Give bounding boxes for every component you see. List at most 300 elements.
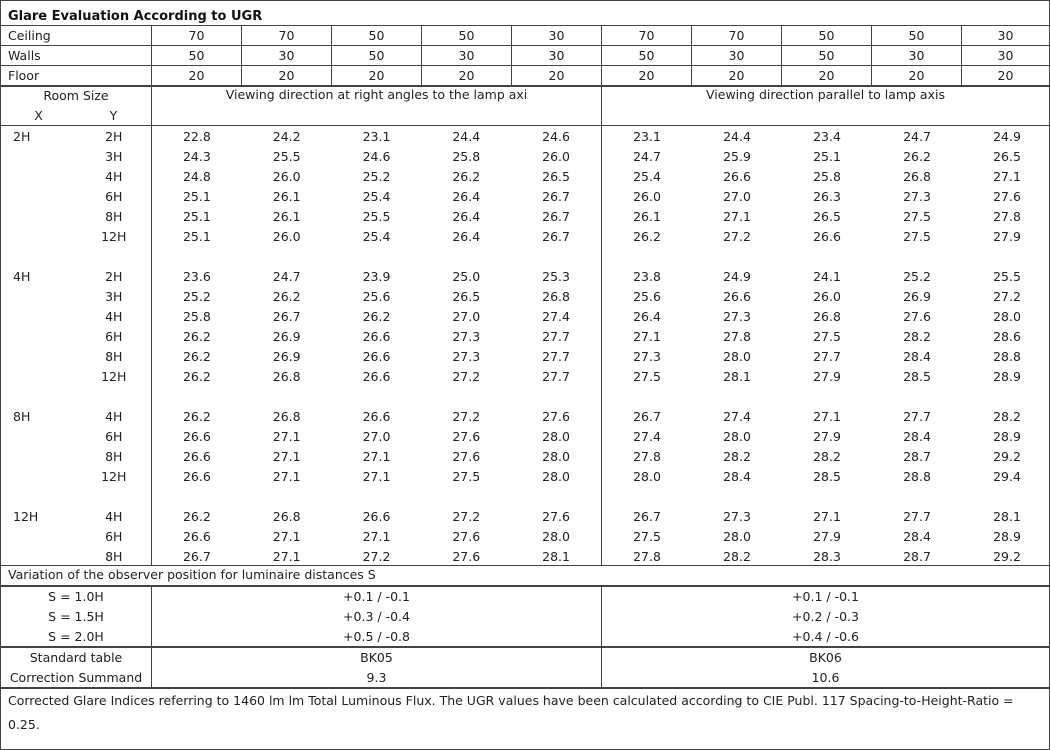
ugr-cell: 27.2 xyxy=(723,229,751,244)
ugr-cell: 26.4 xyxy=(452,229,481,244)
ceiling-value: 30 xyxy=(997,28,1014,43)
ugr-cell: 27.0 xyxy=(452,309,481,324)
ugr-cell: 26.6 xyxy=(723,289,751,304)
group-spacer xyxy=(152,388,601,408)
ugr-cell: 24.1 xyxy=(813,269,841,284)
ugr-cell: 25.8 xyxy=(452,149,481,164)
room-x xyxy=(1,328,77,348)
room-x xyxy=(1,548,77,568)
ugr-cell: 27.8 xyxy=(633,549,661,564)
ugr-cell: 28.0 xyxy=(542,449,570,464)
table-row xyxy=(152,468,601,488)
room-y: 2H xyxy=(105,129,123,144)
ugr-cell: 27.1 xyxy=(813,409,841,424)
ugr-cell: 28.4 xyxy=(903,529,931,544)
ugr-cell: 27.2 xyxy=(362,549,391,564)
variation-title: Variation of the observer position for luminaire distances S xyxy=(1,566,1049,587)
floor-label: Floor xyxy=(1,66,152,85)
ugr-cell: 26.6 xyxy=(182,469,211,484)
ugr-cell: 27.7 xyxy=(813,349,841,364)
ugr-cell: 25.9 xyxy=(723,149,751,164)
ugr-cell: 28.4 xyxy=(903,429,931,444)
standard-table-a: BK05 xyxy=(360,650,393,665)
ceiling-value: 30 xyxy=(512,26,602,45)
walls-value: 50 xyxy=(602,46,692,65)
ugr-cell: 27.3 xyxy=(903,189,931,204)
ugr-cell: 28.0 xyxy=(723,429,751,444)
ugr-cell: 26.6 xyxy=(362,369,391,384)
ugr-cell: 27.1 xyxy=(993,169,1021,184)
ugr-cell: 26.7 xyxy=(272,309,301,324)
ugr-cell: 26.7 xyxy=(542,209,570,224)
ugr-cell: 27.2 xyxy=(452,409,481,424)
room-y: 6H xyxy=(105,529,123,544)
ugr-cell: 28.0 xyxy=(723,349,751,364)
room-x xyxy=(1,308,77,328)
ceiling-value: 50 xyxy=(872,26,962,45)
table-row xyxy=(602,528,1050,548)
ugr-cell: 25.6 xyxy=(362,289,391,304)
room-x xyxy=(1,368,77,388)
room-x: 12H xyxy=(13,509,39,524)
table-row xyxy=(152,268,601,288)
ugr-cell: 27.4 xyxy=(633,429,661,444)
ugr-cell: 27.7 xyxy=(542,349,570,364)
group-spacer xyxy=(1,388,151,408)
standard-table-label: Standard table xyxy=(29,650,123,665)
ugr-cell: 23.4 xyxy=(813,129,841,144)
ugr-cell: 28.2 xyxy=(723,449,751,464)
variation-label: S = 1.0H xyxy=(48,589,104,604)
table-header xyxy=(1,87,1049,126)
walls-row xyxy=(1,46,1049,66)
ugr-cell: 26.8 xyxy=(272,509,301,524)
table-row xyxy=(152,548,601,568)
ugr-cell: 27.6 xyxy=(542,509,570,524)
room-x xyxy=(1,288,77,308)
ugr-cell: 24.7 xyxy=(903,129,931,144)
parallel-values xyxy=(602,126,1050,565)
ugr-cell: 26.8 xyxy=(813,309,841,324)
standard-block xyxy=(1,648,1049,689)
ugr-cell: 26.7 xyxy=(542,229,570,244)
ugr-cell: 23.9 xyxy=(362,269,391,284)
ugr-cell: 25.1 xyxy=(182,229,211,244)
room-x xyxy=(1,348,77,368)
room-y: 4H xyxy=(105,309,123,324)
standard-table-b: BK06 xyxy=(809,650,842,665)
room-y: 2H xyxy=(105,269,123,284)
room-x xyxy=(1,188,77,208)
ugr-cell: 27.3 xyxy=(452,329,481,344)
ugr-cell: 27.3 xyxy=(452,349,481,364)
walls-value: 50 xyxy=(332,46,422,65)
walls-value: 30 xyxy=(872,46,962,65)
ugr-cell: 28.1 xyxy=(723,369,751,384)
ugr-cell: 27.6 xyxy=(452,529,481,544)
ugr-cell: 28.9 xyxy=(993,369,1021,384)
room-y: 4H xyxy=(105,509,123,524)
table-row xyxy=(152,148,601,168)
ugr-cell: 26.7 xyxy=(542,189,570,204)
ugr-cell: 27.0 xyxy=(362,429,391,444)
table-row xyxy=(602,508,1050,528)
room-x xyxy=(1,448,77,468)
ugr-cell: 27.2 xyxy=(993,289,1021,304)
floor-value: 20 xyxy=(602,66,692,85)
ugr-cell: 25.1 xyxy=(813,149,841,164)
ugr-cell: 25.2 xyxy=(182,289,211,304)
ugr-cell: 26.1 xyxy=(272,189,301,204)
ugr-cell: 27.9 xyxy=(813,529,841,544)
room-x: 2H xyxy=(13,129,31,144)
floor-value: 20 xyxy=(422,66,512,85)
ceiling-value: 50 xyxy=(422,26,512,45)
room-size-row xyxy=(1,528,151,548)
room-size-row xyxy=(1,348,151,368)
ugr-cell: 27.9 xyxy=(993,229,1021,244)
ugr-cell: 26.6 xyxy=(362,509,391,524)
ugr-cell: 26.4 xyxy=(452,189,481,204)
ugr-cell: 24.4 xyxy=(452,129,481,144)
table-row xyxy=(602,468,1050,488)
ugr-cell: 27.7 xyxy=(903,509,931,524)
table-row xyxy=(602,548,1050,568)
ugr-cell: 26.7 xyxy=(182,549,211,564)
ugr-cell: 27.5 xyxy=(633,369,661,384)
ceiling-value: 70 xyxy=(692,26,782,45)
ugr-cell: 25.6 xyxy=(633,289,661,304)
room-y: 6H xyxy=(105,189,123,204)
correction-a: 9.3 xyxy=(366,670,387,685)
ugr-cell: 28.2 xyxy=(723,549,751,564)
table-row xyxy=(152,128,601,148)
ugr-cell: 26.7 xyxy=(633,409,661,424)
room-y: 3H xyxy=(105,149,123,164)
room-x xyxy=(1,468,77,488)
floor-value: 20 xyxy=(872,66,962,85)
room-size-row xyxy=(1,548,151,568)
ugr-cell: 24.4 xyxy=(723,129,751,144)
ugr-cell: 26.5 xyxy=(452,289,481,304)
ugr-cell: 26.2 xyxy=(182,369,211,384)
room-size-row xyxy=(1,408,151,428)
walls-label: Walls xyxy=(1,46,152,65)
room-size-row xyxy=(1,168,151,188)
ugr-cell: 29.2 xyxy=(993,449,1021,464)
variation-block xyxy=(1,587,1049,648)
ugr-cell: 26.0 xyxy=(633,189,661,204)
room-size-row xyxy=(1,228,151,248)
ugr-cell: 24.7 xyxy=(633,149,661,164)
floor-value: 20 xyxy=(512,66,602,85)
ugr-cell: 27.2 xyxy=(452,369,481,384)
walls-value: 30 xyxy=(997,48,1014,63)
ugr-cell: 25.4 xyxy=(362,229,391,244)
ugr-cell: 25.5 xyxy=(362,209,391,224)
table-row xyxy=(152,348,601,368)
ugr-cell: 23.8 xyxy=(633,269,661,284)
x-label: X xyxy=(34,108,43,123)
room-x xyxy=(1,148,77,168)
ugr-cell: 27.3 xyxy=(633,349,661,364)
ugr-cell: 27.7 xyxy=(903,409,931,424)
ugr-cell: 25.5 xyxy=(993,269,1021,284)
ugr-cell: 26.2 xyxy=(182,329,211,344)
ugr-cell: 27.6 xyxy=(542,409,570,424)
ugr-cell: 28.5 xyxy=(813,469,841,484)
table-row xyxy=(602,168,1050,188)
walls-value: 50 xyxy=(152,46,242,65)
group-spacer xyxy=(152,248,601,268)
ugr-cell: 26.6 xyxy=(362,349,391,364)
ugr-cell: 27.1 xyxy=(633,329,661,344)
ugr-cell: 27.3 xyxy=(723,309,751,324)
table-row xyxy=(152,368,601,388)
ugr-cell: 26.8 xyxy=(542,289,570,304)
ugr-cell: 26.5 xyxy=(993,149,1021,164)
ugr-cell: 26.2 xyxy=(362,309,391,324)
room-size-row xyxy=(1,328,151,348)
group-spacer xyxy=(1,248,151,268)
room-size-row xyxy=(1,288,151,308)
ugr-cell: 26.2 xyxy=(182,409,211,424)
ugr-cell: 23.1 xyxy=(633,129,661,144)
ugr-cell: 26.5 xyxy=(813,209,841,224)
room-size-row xyxy=(1,468,151,488)
walls-value: 30 xyxy=(422,46,512,65)
ugr-cell: 27.8 xyxy=(723,329,751,344)
room-size-header xyxy=(1,87,152,125)
room-size-label: Room Size xyxy=(43,88,109,103)
ceiling-value: 70 xyxy=(242,26,332,45)
ugr-cell: 28.8 xyxy=(903,469,931,484)
ugr-cell: 25.4 xyxy=(633,169,661,184)
ugr-cell: 26.6 xyxy=(813,229,841,244)
ugr-cell: 24.2 xyxy=(272,129,301,144)
table-row xyxy=(602,308,1050,328)
table-row xyxy=(602,128,1050,148)
ugr-cell: 27.6 xyxy=(903,309,931,324)
ugr-cell: 26.2 xyxy=(182,509,211,524)
ugr-cell: 26.8 xyxy=(272,409,301,424)
ceiling-value: 70 xyxy=(602,26,692,45)
ugr-cell: 27.6 xyxy=(452,429,481,444)
ugr-cell: 27.3 xyxy=(723,509,751,524)
ugr-cell: 27.6 xyxy=(993,189,1021,204)
floor-row xyxy=(1,66,1049,87)
room-size-row xyxy=(1,308,151,328)
ugr-cell: 22.8 xyxy=(182,129,211,144)
ugr-cell: 26.0 xyxy=(542,149,570,164)
floor-value: 20 xyxy=(152,66,242,85)
variation-value-b: +0.1 / -0.1 xyxy=(792,589,859,604)
room-size-row xyxy=(1,208,151,228)
ugr-cell: 26.2 xyxy=(452,169,481,184)
table-row xyxy=(152,168,601,188)
room-size-row xyxy=(1,128,151,148)
table-row xyxy=(152,448,601,468)
ugr-cell: 26.1 xyxy=(272,209,301,224)
room-y: 12H xyxy=(101,229,127,244)
ugr-cell: 25.8 xyxy=(182,309,211,324)
ugr-cell: 27.1 xyxy=(362,449,391,464)
ugr-cell: 27.8 xyxy=(633,449,661,464)
room-size-row xyxy=(1,188,151,208)
room-y: 8H xyxy=(105,209,123,224)
ugr-cell: 28.9 xyxy=(993,529,1021,544)
ugr-cell: 27.5 xyxy=(633,529,661,544)
ugr-cell: 27.1 xyxy=(723,209,751,224)
ugr-cell: 27.4 xyxy=(542,309,570,324)
ugr-cell: 28.8 xyxy=(993,349,1021,364)
table-row xyxy=(602,208,1050,228)
ugr-cell: 26.2 xyxy=(272,289,301,304)
ugr-cell: 26.5 xyxy=(542,169,570,184)
variation-value-b: +0.2 / -0.3 xyxy=(792,609,859,624)
ugr-cell: 26.6 xyxy=(362,329,391,344)
room-size-row xyxy=(1,508,151,528)
ugr-cell: 25.2 xyxy=(903,269,931,284)
ugr-cell: 26.9 xyxy=(272,349,301,364)
ugr-cell: 29.4 xyxy=(993,469,1021,484)
ugr-cell: 26.0 xyxy=(813,289,841,304)
ugr-cell: 29.2 xyxy=(993,549,1021,564)
ugr-cell: 27.2 xyxy=(452,509,481,524)
walls-value: 50 xyxy=(782,46,872,65)
ugr-cell: 28.4 xyxy=(723,469,751,484)
table-row xyxy=(152,228,601,248)
ugr-cell: 25.0 xyxy=(452,269,481,284)
ugr-cell: 24.3 xyxy=(182,149,211,164)
ugr-cell: 23.6 xyxy=(182,269,211,284)
ugr-cell: 28.0 xyxy=(633,469,661,484)
ugr-cell: 26.9 xyxy=(272,329,301,344)
ugr-cell: 27.1 xyxy=(272,469,301,484)
table-row xyxy=(152,208,601,228)
ugr-cell: 26.9 xyxy=(903,289,931,304)
ugr-cell: 28.2 xyxy=(813,449,841,464)
ugr-cell: 28.7 xyxy=(903,549,931,564)
room-size-column xyxy=(1,126,152,565)
floor-value: 20 xyxy=(242,66,332,85)
table-row xyxy=(602,328,1050,348)
table-row xyxy=(602,148,1050,168)
ugr-cell: 28.4 xyxy=(903,349,931,364)
room-y: 3H xyxy=(105,289,123,304)
ugr-cell: 25.4 xyxy=(362,189,391,204)
ugr-cell: 26.7 xyxy=(633,509,661,524)
room-x xyxy=(1,168,77,188)
ugr-cell: 26.6 xyxy=(182,429,211,444)
ugr-cell: 24.6 xyxy=(542,129,570,144)
correction-summand-label: Correction Summand xyxy=(9,670,143,685)
ceiling-label: Ceiling xyxy=(1,26,152,45)
floor-value: 20 xyxy=(332,66,422,85)
table-row xyxy=(602,228,1050,248)
ugr-cell: 28.9 xyxy=(993,429,1021,444)
room-y: 6H xyxy=(105,429,123,444)
ugr-cell: 26.0 xyxy=(272,169,301,184)
ugr-cell: 26.8 xyxy=(903,169,931,184)
ugr-cell: 26.4 xyxy=(633,309,661,324)
ugr-cell: 24.8 xyxy=(182,169,211,184)
ugr-cell: 27.6 xyxy=(452,449,481,464)
ugr-cell: 27.6 xyxy=(452,549,481,564)
y-label: Y xyxy=(109,108,118,123)
room-y: 12H xyxy=(101,369,127,384)
ugr-cell: 27.5 xyxy=(903,209,931,224)
ugr-cell: 28.3 xyxy=(813,549,841,564)
ugr-cell: 27.5 xyxy=(903,229,931,244)
table-row xyxy=(602,408,1050,428)
ugr-cell: 27.0 xyxy=(723,189,751,204)
ugr-cell: 25.8 xyxy=(813,169,841,184)
ugr-cell: 27.1 xyxy=(272,449,301,464)
group-spacer xyxy=(152,488,601,508)
variation-label: S = 1.5H xyxy=(48,609,104,624)
ugr-cell: 25.1 xyxy=(182,209,211,224)
ugr-cell: 28.0 xyxy=(542,469,570,484)
ugr-cell: 28.1 xyxy=(993,509,1021,524)
room-y: 4H xyxy=(105,169,123,184)
room-x xyxy=(1,528,77,548)
ceiling-value: 50 xyxy=(782,26,872,45)
table-row xyxy=(152,288,601,308)
ugr-cell: 27.1 xyxy=(362,529,391,544)
room-y: 12H xyxy=(101,469,127,484)
variation-value-b: +0.4 / -0.6 xyxy=(792,629,859,644)
table-row xyxy=(602,268,1050,288)
ugr-cell: 27.1 xyxy=(272,549,301,564)
variation-label: S = 2.0H xyxy=(48,629,104,644)
ceiling-value: 50 xyxy=(332,26,422,45)
room-x: 4H xyxy=(13,269,31,284)
table-row xyxy=(152,428,601,448)
ugr-cell: 27.9 xyxy=(813,429,841,444)
group-spacer xyxy=(1,488,151,508)
room-y: 8H xyxy=(105,549,123,564)
ugr-cell: 27.4 xyxy=(723,409,751,424)
dir-parallel-header: Viewing direction parallel to lamp axis xyxy=(706,87,945,102)
ugr-cell: 27.1 xyxy=(362,469,391,484)
room-size-row xyxy=(1,448,151,468)
ugr-cell: 24.9 xyxy=(723,269,751,284)
room-y: 8H xyxy=(105,449,123,464)
footer-note: Corrected Glare Indices referring to 1460 lm lm Total Luminous Flux. The UGR values have been calculated according to CIE Publ. 117 Spacing-to-Height-Ratio = 0.25. xyxy=(8,693,1014,732)
table-row xyxy=(602,288,1050,308)
variation-value-a: +0.3 / -0.4 xyxy=(343,609,410,624)
room-x xyxy=(1,208,77,228)
room-y: 4H xyxy=(105,409,123,424)
ugr-cell: 26.6 xyxy=(182,529,211,544)
ceiling-row xyxy=(1,26,1049,46)
correction-b: 10.6 xyxy=(811,670,840,685)
ugr-cell: 28.0 xyxy=(993,309,1021,324)
ugr-cell: 28.7 xyxy=(903,449,931,464)
table-row xyxy=(602,368,1050,388)
room-size-row xyxy=(1,428,151,448)
ugr-cell: 24.6 xyxy=(362,149,391,164)
ugr-cell: 27.9 xyxy=(813,369,841,384)
ugr-cell: 27.8 xyxy=(993,209,1021,224)
table-row xyxy=(152,188,601,208)
ugr-cell: 28.5 xyxy=(903,369,931,384)
ugr-cell: 27.7 xyxy=(542,329,570,344)
ugr-cell: 26.3 xyxy=(813,189,841,204)
table-row xyxy=(152,528,601,548)
ugr-cell: 26.0 xyxy=(272,229,301,244)
